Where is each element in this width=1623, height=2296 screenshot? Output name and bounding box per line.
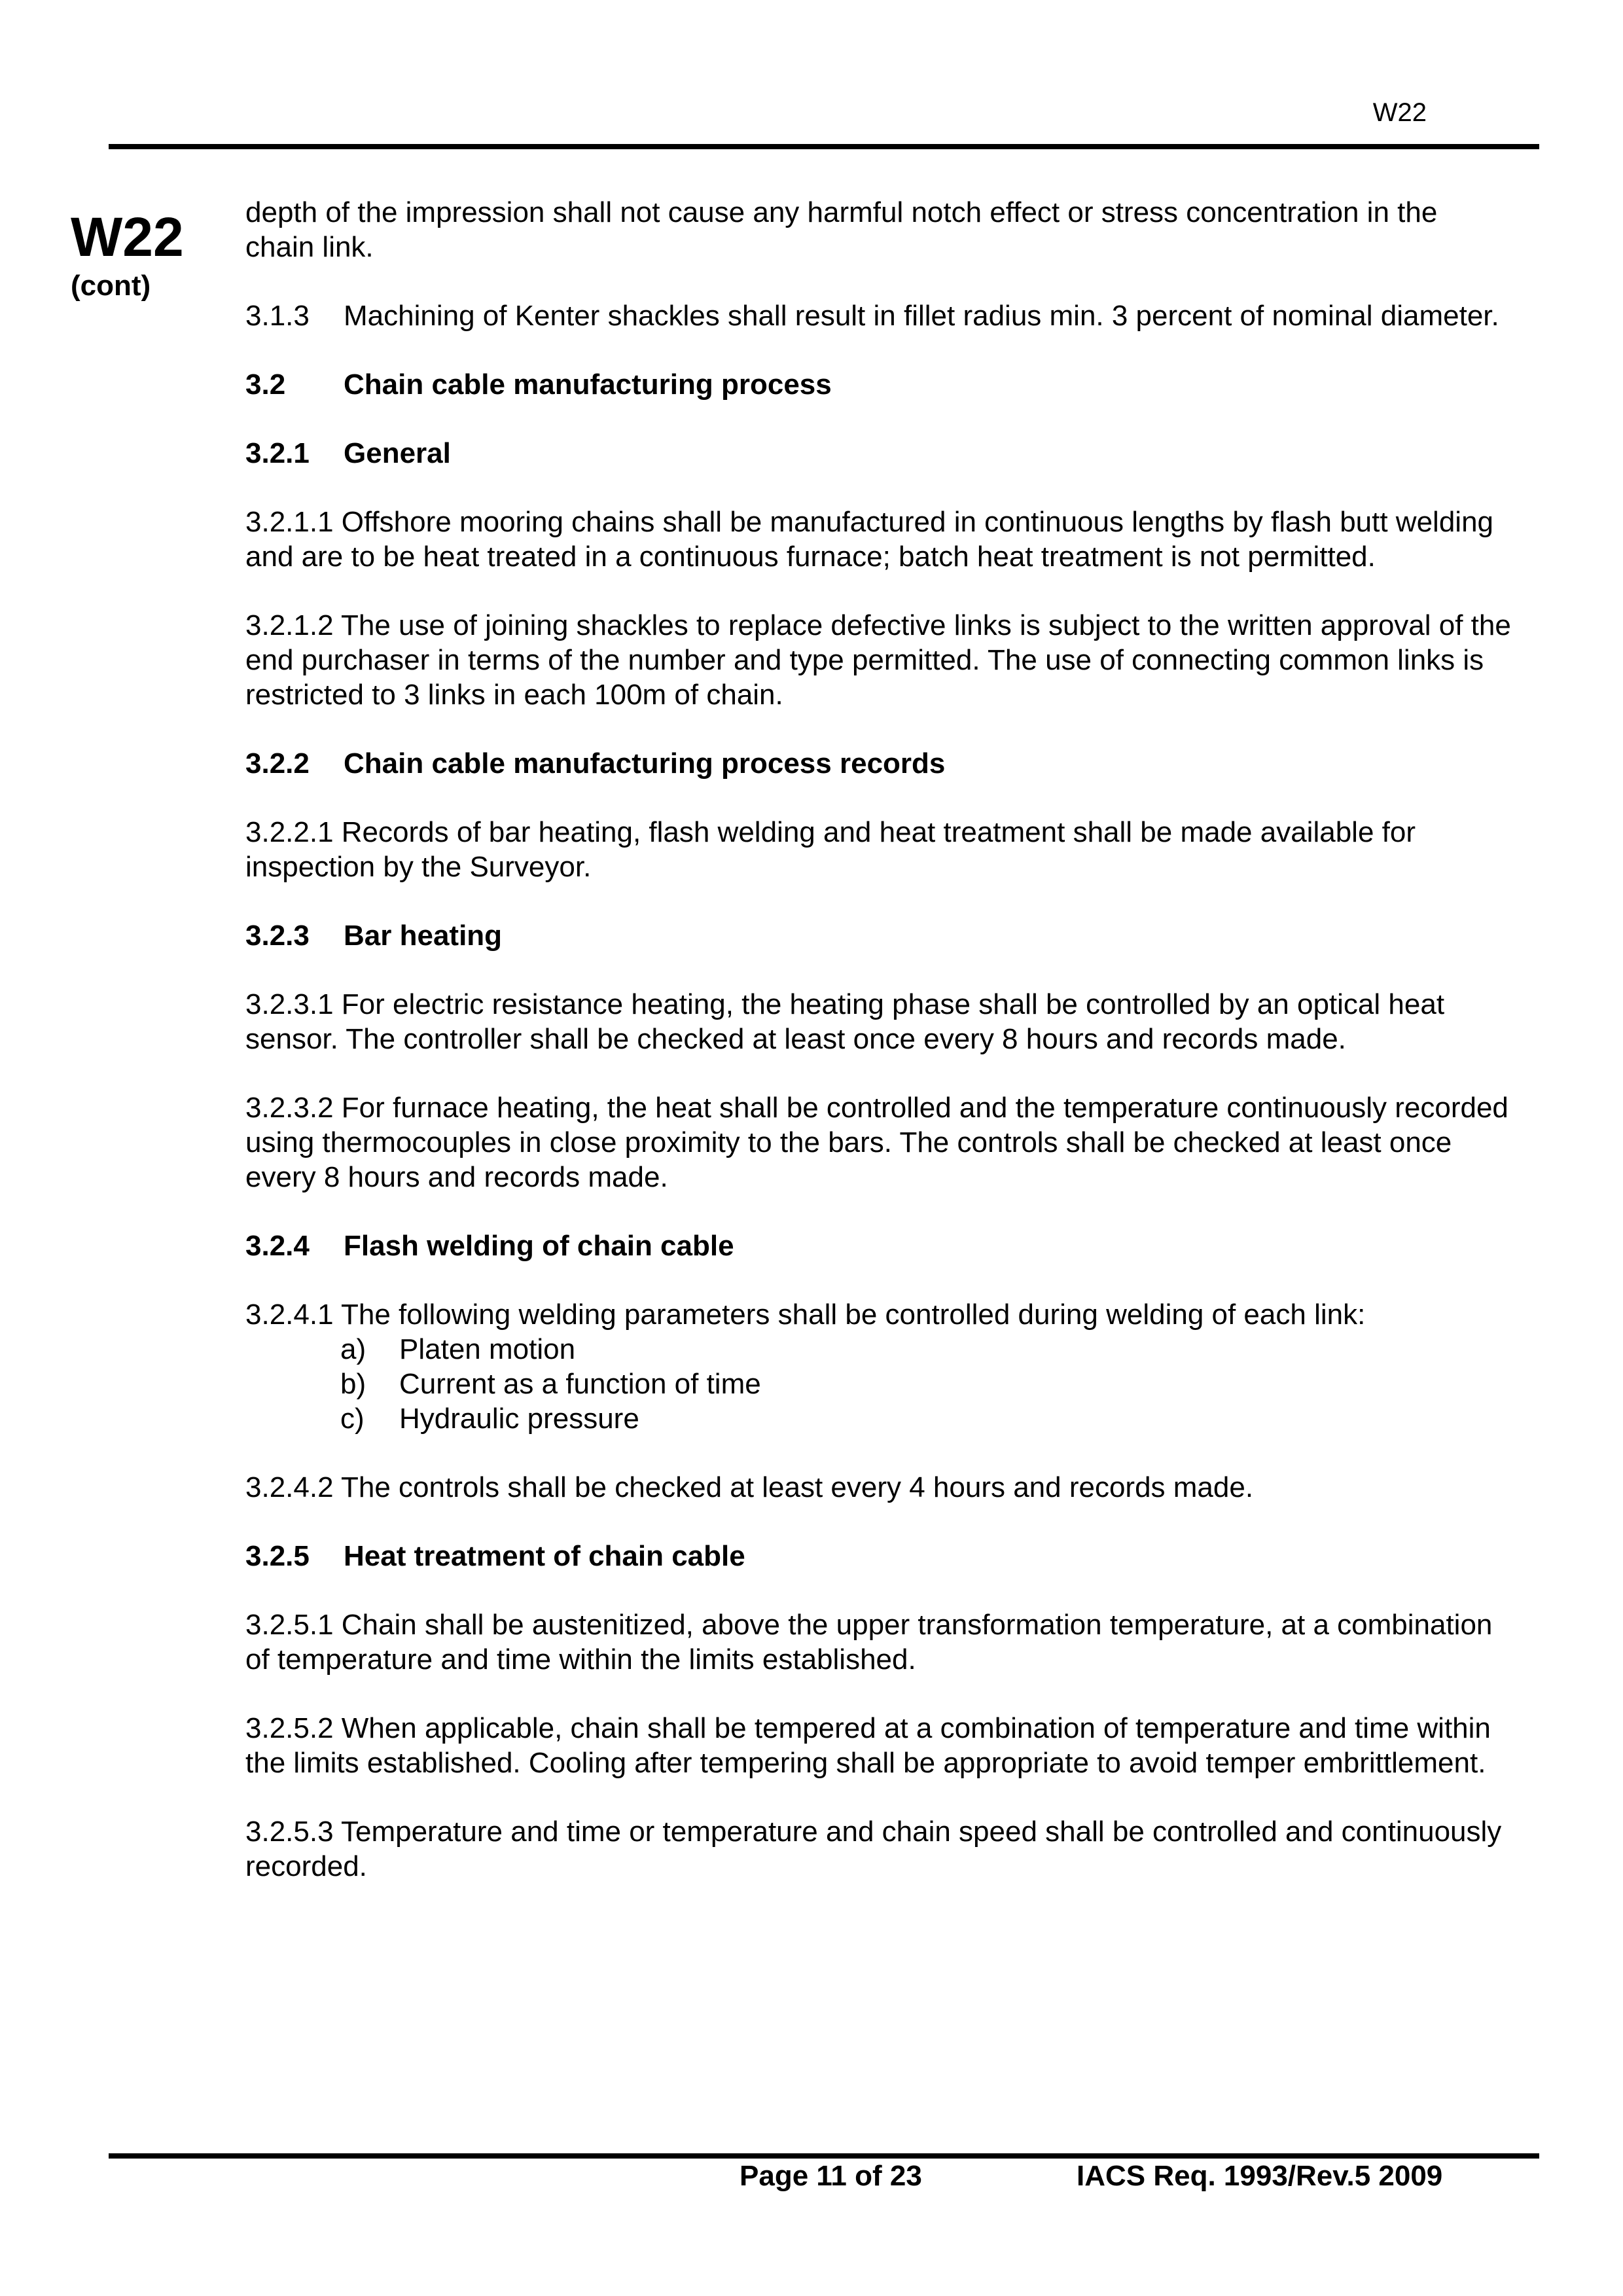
section-heading-3-2-5 [245, 1539, 1512, 1573]
header-document-code: W22 [1372, 98, 1427, 127]
section-number: 3.2 [245, 368, 286, 401]
paragraph-3-2-4-1: 3.2.4.1 The following welding parameters shall be controlled during welding of each link: [245, 1299, 1366, 1331]
section-number: 3.2.1 [245, 437, 310, 469]
paragraph-3-1-3 [245, 298, 1512, 333]
list-item [340, 1367, 1512, 1401]
side-document-code: W22 [71, 206, 184, 268]
paragraph-3-2-4-2: 3.2.4.2 The controls shall be checked at least every 4 hours and records made. [245, 1471, 1254, 1503]
section-number: 3.2.5 [245, 1540, 310, 1572]
section-title: Chain cable manufacturing process records [344, 747, 946, 780]
side-continued-label: (cont) [71, 270, 151, 302]
list-marker: c) [340, 1403, 365, 1435]
paragraph-3-2-5-3: 3.2.5.3 Temperature and time or temperature and chain speed shall be controlled and continuously recorded. [245, 1816, 1502, 1882]
section-number: 3.2.3 [245, 920, 310, 952]
section-title: General [344, 437, 451, 469]
section-heading-3-2-2 [245, 746, 1512, 781]
footer-document-reference: IACS Req. 1993/Rev.5 2009 [1077, 2160, 1443, 2192]
paragraph-3-2-3-2: 3.2.3.2 For furnace heating, the heat shall be controlled and the temperature continuously recorded using thermocouples in close proximity to the bars. The controls shall be checked at least once every 8 hours and records made. [245, 1092, 1508, 1193]
section-number: 3.2.4 [245, 1230, 310, 1262]
paragraph-3-2-5-2: 3.2.5.2 When applicable, chain shall be tempered at a combination of temperature and time within the limits established. Cooling after tempering shall be appropriate to avoid temper embrittlement. [245, 1712, 1491, 1779]
document-body [245, 195, 1512, 1918]
paragraph-text: Machining of Kenter shackles shall result in fillet radius min. 3 percent of nominal diameter. [344, 300, 1499, 332]
header-rule [109, 144, 1539, 149]
list-marker: b) [340, 1368, 366, 1400]
section-title: Chain cable manufacturing process [344, 368, 832, 401]
paragraph-3-2-4-1-block [245, 1297, 1512, 1436]
section-heading-3-2-3 [245, 918, 1512, 953]
section-heading-3-2 [245, 367, 1512, 402]
list-item [340, 1401, 1512, 1436]
parameter-list [245, 1332, 1512, 1436]
section-heading-3-2-1 [245, 436, 1512, 471]
list-item [340, 1332, 1512, 1367]
list-text: Hydraulic pressure [399, 1403, 639, 1435]
paragraph-3-2-5-1: 3.2.5.1 Chain shall be austenitized, above the upper transformation temperature, at a combination of temperature and time within the limits established. [245, 1609, 1493, 1676]
paragraph-3-2-1-1: 3.2.1.1 Offshore mooring chains shall be manufactured in continuous lengths by flash butt welding and are to be heat treated in a continuous furnace; batch heat treatment is not permitted. [245, 506, 1494, 573]
footer-page-number: Page 11 of 23 [740, 2160, 922, 2192]
section-title: Heat treatment of chain cable [344, 1540, 745, 1572]
section-heading-3-2-4 [245, 1229, 1512, 1263]
paragraph-3-2-3-1: 3.2.3.1 For electric resistance heating, the heating phase shall be controlled by an optical heat sensor. The controller shall be checked at least once every 8 hours and records made. [245, 988, 1445, 1055]
list-marker: a) [340, 1333, 366, 1365]
paragraph-3-2-2-1: 3.2.2.1 Records of bar heating, flash welding and heat treatment shall be made available for inspection by the Surveyor. [245, 816, 1416, 883]
list-text: Current as a function of time [399, 1368, 761, 1400]
section-number: 3.2.2 [245, 747, 310, 780]
paragraph-number: 3.1.3 [245, 300, 310, 332]
list-text: Platen motion [399, 1333, 576, 1365]
section-title: Flash welding of chain cable [344, 1230, 734, 1262]
footer-rule [109, 2153, 1539, 2159]
paragraph-3-2-1-2: 3.2.1.2 The use of joining shackles to replace defective links is subject to the written approval of the end purchaser in terms of the number and type permitted. The use of connecting common links is restricted to 3 links in each 100m of chain. [245, 609, 1511, 711]
paragraph-intro: depth of the impression shall not cause any harmful notch effect or stress concentration in the chain link. [245, 196, 1438, 263]
section-title: Bar heating [344, 920, 503, 952]
